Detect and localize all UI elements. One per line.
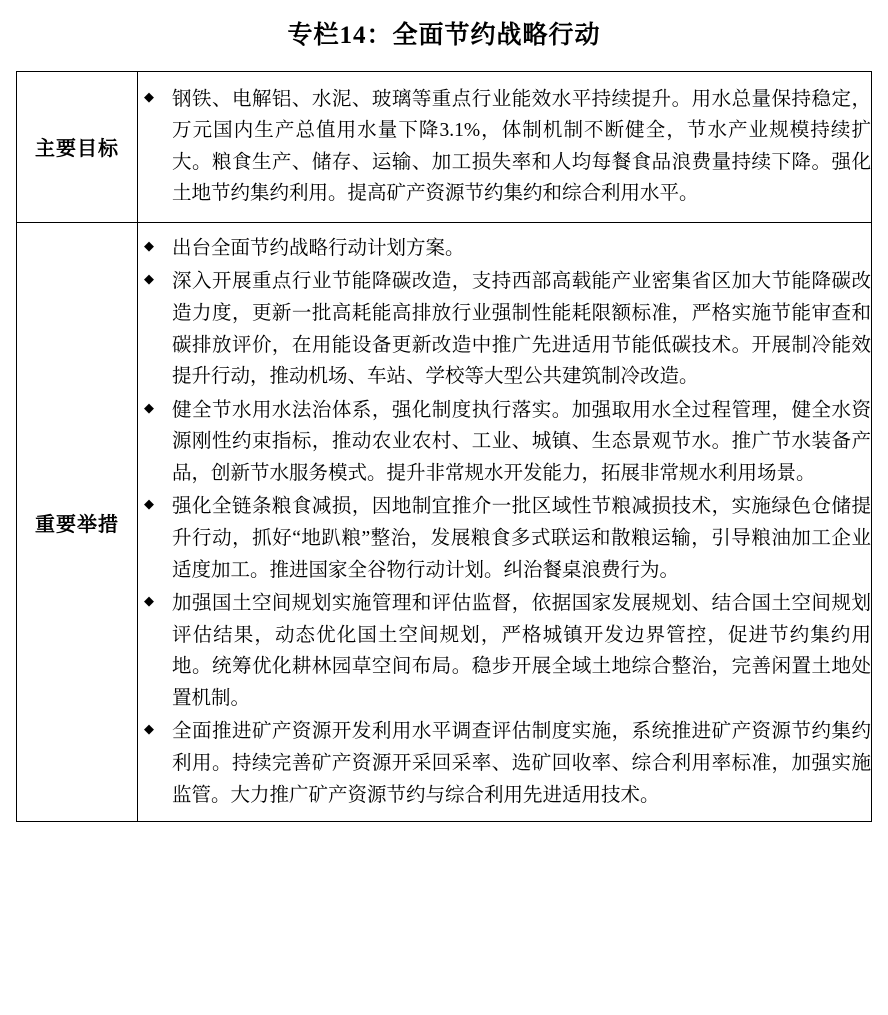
bullet-list-main-goals: [138, 84, 871, 210]
list-item-text: 深入开展重点行业节能降碳改造，支持西部高载能产业密集省区加大节能降碳改造力度，更新一批高耗能高排放行业强制性能耗限额标准，严格实施节能审查和碳排放评价，在用能设备更新改造中推广先进适用节能低碳技术。开展制冷能效提升行动，推动机场、车站、学校等大型公共建筑制冷改造。: [172, 271, 871, 388]
table-row-key-measures: [17, 222, 872, 821]
table-row-main-goals: [17, 71, 872, 222]
row-content-main-goals: [138, 71, 872, 222]
list-item: [138, 491, 871, 586]
list-item: [138, 716, 871, 811]
content-table: [16, 71, 872, 823]
row-label-key-measures: 重要举措: [17, 222, 138, 821]
diamond-bullet-icon: ◆: [144, 271, 154, 287]
diamond-bullet-icon: ◆: [144, 237, 154, 253]
page-title: 专栏14：全面节约战略行动: [287, 22, 601, 49]
diamond-bullet-icon: ◆: [144, 399, 154, 415]
list-item: [138, 266, 871, 392]
diamond-bullet-icon: ◆: [144, 496, 154, 512]
row-label-main-goals: 主要目标: [17, 71, 138, 222]
diamond-bullet-icon: ◆: [144, 593, 154, 609]
list-item-text: 全面推进矿产资源开发利用水平调查评估制度实施，系统推进矿产资源节约集约利用。持续完善矿产资源开采回采率、选矿回收率、综合利用率标准，加强实施监管。大力推广矿产资源节约与综合利用先进适用技术。: [172, 721, 871, 806]
list-item-text: 加强国土空间规划实施管理和评估监督，依据国家发展规划、结合国土空间规划评估结果，动态优化国土空间规划，严格城镇开发边界管控，促进节约集约用地。统筹优化耕林园草空间布局。稳步开展全域土地综合整治，完善闲置土地处置机制。: [172, 593, 871, 709]
row-content-key-measures: [138, 222, 872, 821]
list-item: [138, 395, 871, 490]
bullet-list-key-measures: [138, 233, 871, 811]
list-item: [138, 233, 871, 265]
list-item: [138, 588, 871, 714]
list-item-text: 钢铁、电解铝、水泥、玻璃等重点行业能效水平持续提升。用水总量保持稳定，万元国内生产总值用水量下降3.1%，体制机制不断健全，节水产业规模持续扩大。粮食生产、储存、运输、加工损失率和人均每餐食品浪费量持续下降。强化土地节约集约利用。提高矿产资源节约集约和综合利用水平。: [172, 88, 871, 205]
diamond-bullet-icon: ◆: [144, 721, 154, 737]
list-item-text: 健全节水用水法治体系，强化制度执行落实。加强取用水全过程管理，健全水资源刚性约束指标，推动农业农村、工业、城镇、生态景观节水。推广节水装备产品，创新节水服务模式。提升非常规水开发能力，拓展非常规水利用场景。: [172, 399, 871, 484]
list-item-text: 强化全链条粮食减损，因地制宜推介一批区域性节粮减损技术，实施绿色仓储提升行动，抓好“地趴粮”整治，发展粮食多式联运和散粮运输，引导粮油加工企业适度加工。推进国家全谷物行动计划。纠治餐桌浪费行为。: [172, 496, 871, 581]
list-item: [138, 84, 871, 210]
diamond-bullet-icon: ◆: [144, 88, 154, 104]
list-item-text: 出台全面节约战略行动计划方案。: [172, 237, 465, 259]
